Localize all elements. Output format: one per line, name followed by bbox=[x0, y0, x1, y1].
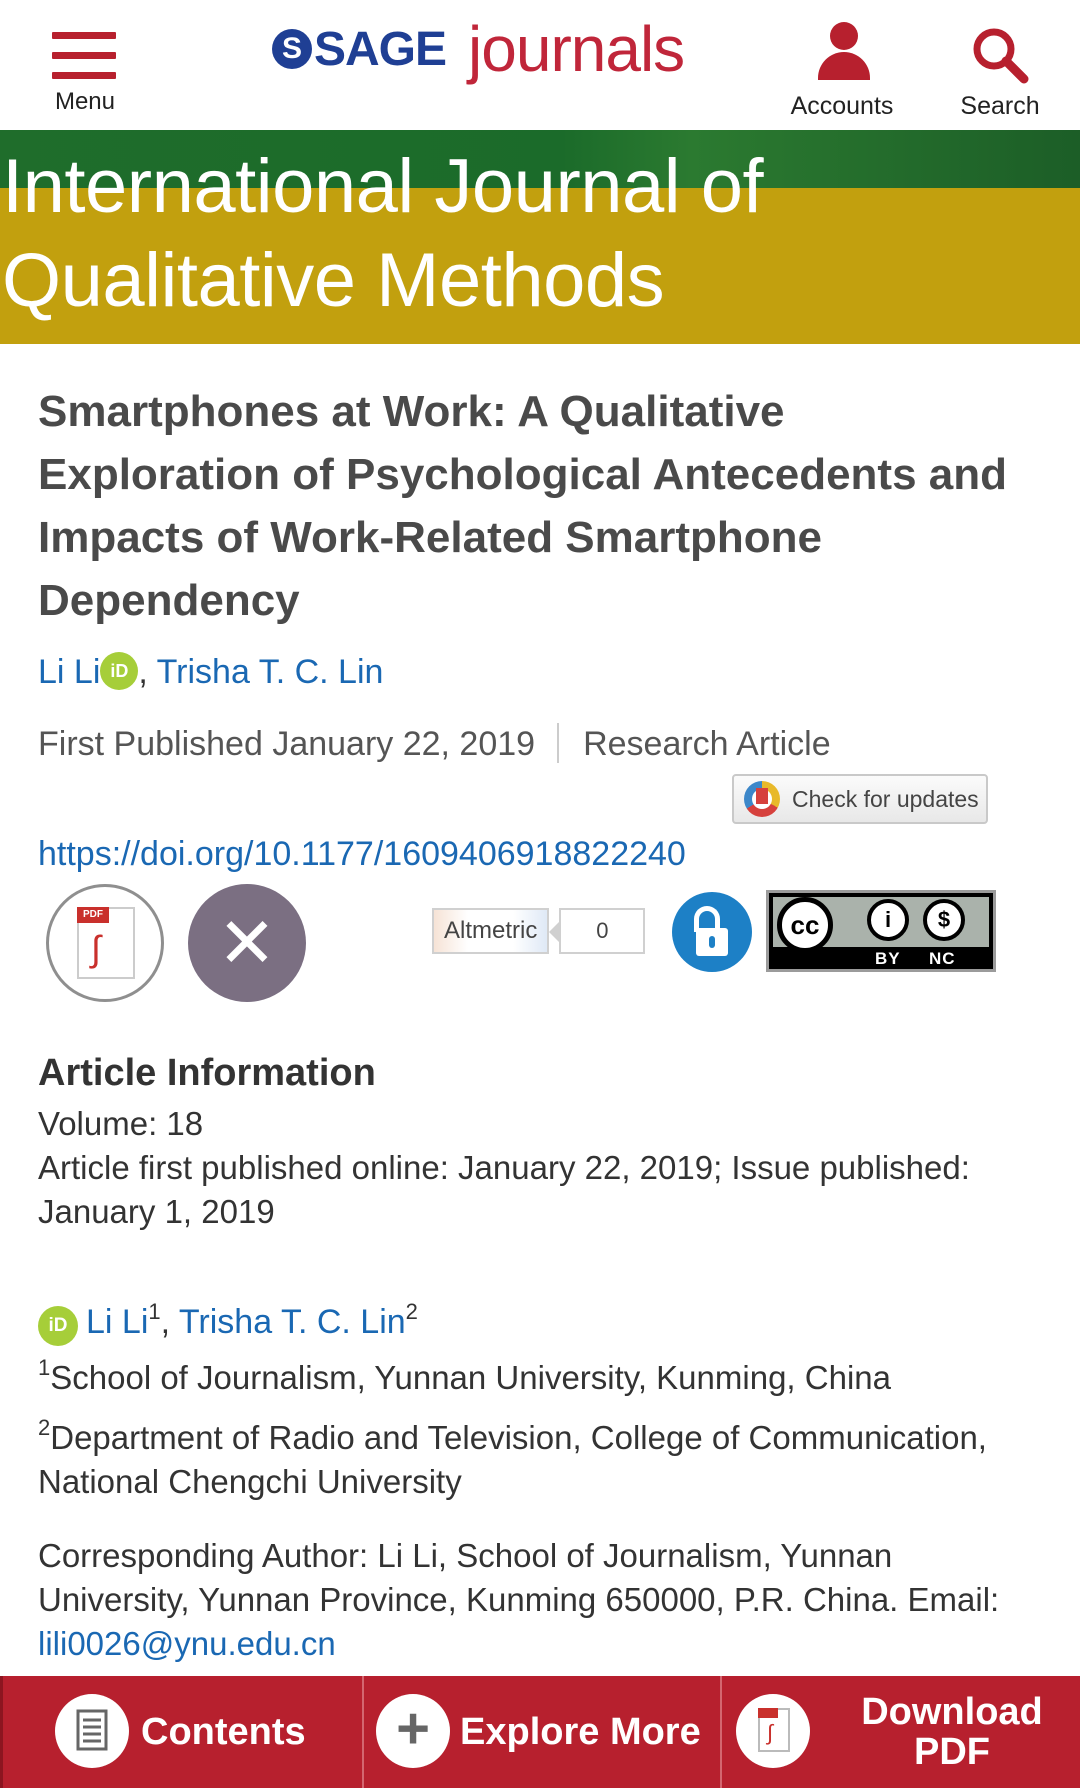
download-label-line2: PDF bbox=[914, 1731, 990, 1773]
contents-icon bbox=[55, 1694, 129, 1768]
cc-nc-icon: $ bbox=[923, 899, 965, 941]
plus-symbol: + bbox=[396, 1696, 430, 1761]
search-icon bbox=[970, 26, 1030, 84]
journal-banner[interactable] bbox=[0, 130, 1080, 344]
top-header bbox=[0, 0, 1080, 130]
volume: Volume: 18 bbox=[38, 1105, 204, 1142]
publication-line bbox=[38, 722, 831, 766]
contents-label: Contents bbox=[141, 1711, 306, 1753]
doi-link[interactable]: https://doi.org/10.1177/1609406918822240 bbox=[38, 835, 686, 873]
explore-more-label: Explore More bbox=[460, 1711, 701, 1753]
plus-icon bbox=[376, 1694, 450, 1768]
bottom-action-bar bbox=[0, 1676, 1080, 1788]
author-separator: , bbox=[138, 653, 148, 691]
cc-by-icon: i bbox=[867, 899, 909, 941]
menu-button[interactable] bbox=[40, 28, 130, 118]
logo-journals-text: journals bbox=[468, 13, 685, 85]
hamburger-icon bbox=[52, 32, 116, 80]
author-separator: , bbox=[160, 1303, 171, 1341]
article-information bbox=[38, 1102, 1038, 1234]
email-link[interactable]: lili0026@ynu.edu.cn bbox=[38, 1625, 336, 1662]
journal-title-line2: Qualitative Methods bbox=[2, 238, 665, 323]
corresponding-author bbox=[38, 1534, 1048, 1666]
accounts-button[interactable] bbox=[780, 22, 904, 122]
download-pdf-button[interactable] bbox=[720, 1676, 1080, 1788]
check-updates-label: Check for updates bbox=[792, 785, 979, 812]
affiliation-2-text: Department of Radio and Television, College of Communication, National Chengchi University bbox=[38, 1419, 987, 1500]
affiliation-2 bbox=[38, 1406, 1048, 1504]
search-label: Search bbox=[960, 92, 1040, 120]
affiliation-marker: 1 bbox=[148, 1299, 161, 1324]
cc-by-label: BY bbox=[875, 949, 901, 968]
pdf-icon: ∫ bbox=[736, 1694, 810, 1768]
menu-label: Menu bbox=[54, 88, 116, 115]
article-title: Smartphones at Work: A Qualitative Exploration of Psychological Antecedents and Impacts of Work-Related Smartphone Dependency bbox=[38, 387, 1007, 625]
author-list bbox=[38, 650, 383, 694]
cc-icon: cc bbox=[777, 897, 833, 953]
logo-sage-text: SAGE bbox=[314, 22, 447, 76]
pdf-file-icon: PDF ∫ bbox=[77, 907, 135, 979]
altmetric-label: Altmetric bbox=[432, 908, 549, 954]
article-information-heading: Article Information bbox=[38, 1052, 376, 1094]
download-pdf-label bbox=[842, 1676, 1062, 1788]
affiliation-1-text: School of Journalism, Yunnan University, Kunming, China bbox=[50, 1359, 891, 1396]
close-icon[interactable]: ✕ bbox=[188, 884, 306, 1002]
download-label-line1: Download bbox=[861, 1691, 1043, 1733]
affiliation-marker: 1 bbox=[38, 1355, 51, 1380]
first-published: First Published January 22, 2019 bbox=[38, 725, 536, 763]
sage-logo-mark: S bbox=[272, 29, 312, 69]
author-link-li-li[interactable]: Li Li bbox=[38, 653, 101, 691]
publication-dates: Article first published online: January 22, 2019; Issue published: January 1, 2019 bbox=[38, 1149, 970, 1230]
pdf-download-button[interactable] bbox=[46, 884, 164, 1002]
author-link-trisha-lin[interactable]: Trisha T. C. Lin bbox=[156, 653, 384, 691]
orcid-icon[interactable]: iD bbox=[100, 652, 138, 690]
crossmark-icon bbox=[744, 781, 780, 817]
explore-more-button[interactable] bbox=[362, 1676, 720, 1788]
search-button[interactable] bbox=[940, 22, 1060, 122]
author-link-li-li[interactable]: Li Li bbox=[86, 1303, 149, 1341]
journal-title bbox=[2, 140, 1072, 328]
divider bbox=[557, 723, 559, 763]
account-icon bbox=[816, 22, 872, 82]
affiliation-marker: 2 bbox=[38, 1415, 51, 1440]
cc-nc-label: NC bbox=[929, 949, 956, 968]
article-type: Research Article bbox=[583, 725, 831, 763]
check-for-updates-button[interactable] bbox=[732, 774, 988, 824]
orcid-icon[interactable]: iD bbox=[38, 1306, 78, 1346]
open-access-lock-icon[interactable] bbox=[672, 892, 752, 972]
journal-title-line1: International Journal of bbox=[2, 144, 764, 229]
corresponding-author-text: Corresponding Author: Li Li, School of Journalism, Yunnan University, Yunnan Province, Kunming 650000, P.R. China. bbox=[38, 1537, 899, 1618]
altmetric-count: 0 bbox=[559, 908, 645, 954]
author-link-trisha-lin[interactable]: Trisha T. C. Lin bbox=[178, 1303, 406, 1341]
altmetric-badge[interactable] bbox=[432, 908, 645, 954]
affiliation-1 bbox=[38, 1346, 1048, 1400]
affiliation-marker: 2 bbox=[405, 1299, 418, 1324]
sage-journals-logo[interactable] bbox=[272, 14, 684, 84]
email-label: Email: bbox=[907, 1581, 1000, 1618]
affiliations bbox=[38, 1346, 1048, 1510]
creative-commons-license-badge[interactable] bbox=[766, 890, 996, 972]
affiliation-authors bbox=[38, 1290, 418, 1346]
accounts-label: Accounts bbox=[790, 92, 894, 120]
contents-button[interactable] bbox=[0, 1676, 362, 1788]
pdf-tag: PDF bbox=[77, 907, 109, 923]
